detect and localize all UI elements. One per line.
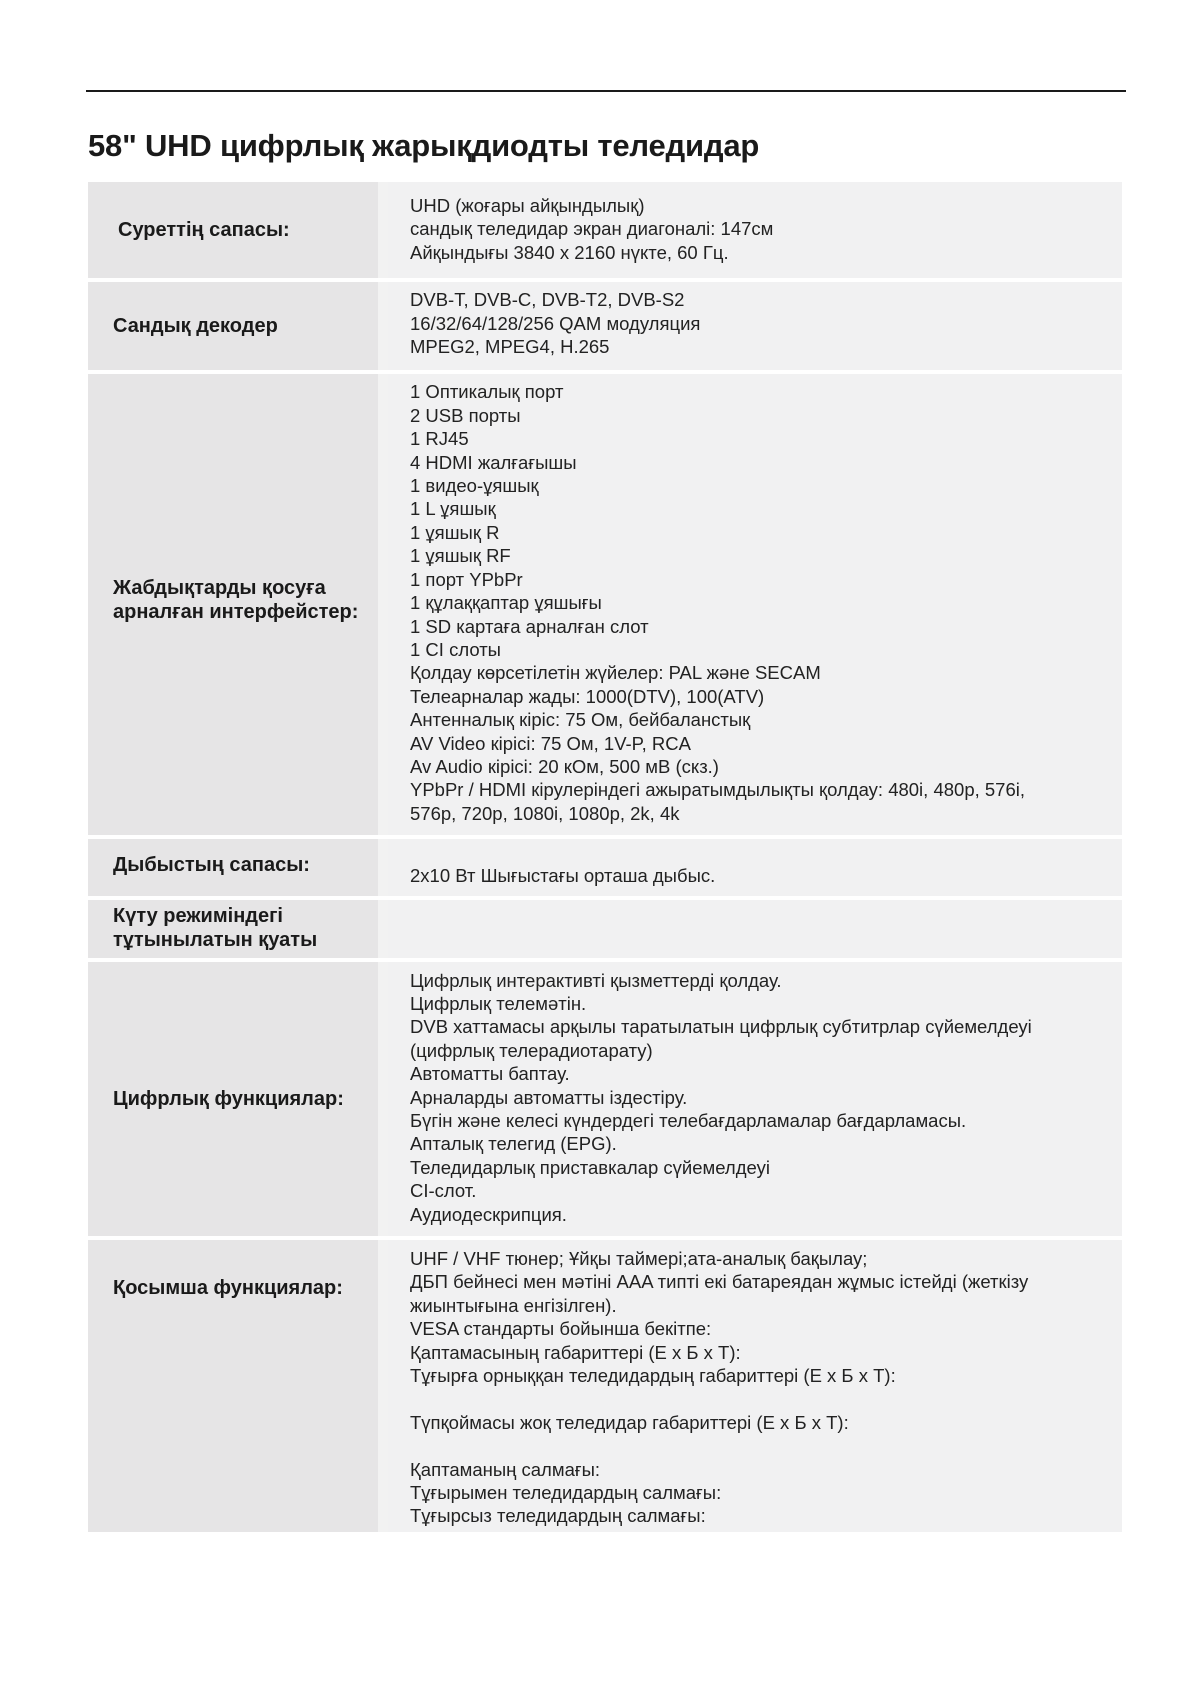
spec-line: DVB-T, DVB-C, DVB-T2, DVB-S2 <box>410 289 685 311</box>
spec-label: Цифрлық функциялар: <box>88 962 378 1236</box>
spec-line: Цифрлық интерактивті қызметтерді қолдау. <box>410 969 782 991</box>
spec-line: Av Audio кірісі: 20 кОм, 500 мВ (скз.) <box>410 755 719 777</box>
spec-line: AV Video кірісі: 75 Ом, 1V-P, RCA <box>410 732 691 754</box>
spec-value-empty <box>388 900 1122 958</box>
spec-row-standby-power <box>88 900 1122 958</box>
spec-line: сандық теледидар экран диагоналі: 147см <box>410 218 774 240</box>
spec-row-picture-quality <box>88 182 1122 278</box>
spec-value <box>388 282 1122 370</box>
spec-label: Қосымша функциялар: <box>88 1240 378 1532</box>
spec-line: 1 құлаққаптар ұяшығы <box>410 592 602 614</box>
spec-line: DVB хаттамасы арқылы таратылатын цифрлық субтитрлар сүйемелдеуі <box>410 1016 1032 1038</box>
spec-line: 1 видео-ұяшық <box>410 475 539 497</box>
top-divider <box>86 90 1126 92</box>
spec-line: Қаптамасының габариттері (Е х Б х Т): <box>410 1341 741 1363</box>
spec-table <box>88 182 1122 1536</box>
spec-line: 16/32/64/128/256 QAM модуляция <box>410 312 701 334</box>
spec-row-digital-functions <box>88 962 1122 1236</box>
spec-line: Аудиодескрипция. <box>410 1203 567 1225</box>
spec-line: Түпқоймасы жоқ теледидар габариттері (Е х Б х Т): <box>410 1411 849 1433</box>
spec-line: (цифрлық телерадиотарату) <box>410 1039 653 1061</box>
spec-line: жиынтығына енгізілген). <box>410 1294 617 1316</box>
spec-line: 1 Оптикалық порт <box>410 381 564 403</box>
spec-value <box>388 962 1122 1236</box>
spec-line: ДБП бейнесі мен мәтіні AAA типті екі батареядан жұмыс істейді (жеткізу <box>410 1271 1029 1293</box>
spec-label: Суреттің сапасы: <box>88 182 378 278</box>
spec-line: Арналарды автоматты іздестіру. <box>410 1086 688 1108</box>
spec-line: Апталық телегид (EPG). <box>410 1133 617 1155</box>
spec-line: Қаптаманың салмағы: <box>410 1458 601 1480</box>
spec-label: Сандық декодер <box>88 282 378 370</box>
spec-line: 2x10 Вт Шығыстағы орташа дыбыс. <box>410 865 716 887</box>
spec-row-decoder <box>88 282 1122 370</box>
spec-line <box>410 1434 1110 1457</box>
spec-line: CI-слот. <box>410 1180 477 1202</box>
spec-value <box>388 374 1122 835</box>
spec-line: 1 ұяшық R <box>410 521 500 543</box>
spec-line: 1 RJ45 <box>410 428 469 450</box>
spec-value <box>388 182 1122 278</box>
spec-label: Дыбыстың сапасы: <box>88 839 378 895</box>
spec-line: Қолдау көрсетілетін жүйелер: PAL және SECAM <box>410 662 821 684</box>
page-title: 58" UHD цифрлық жарықдиодты теледидар <box>88 128 760 163</box>
spec-label: Жабдықтарды қосуға арналған интерфейстер: <box>88 374 378 835</box>
spec-line: 1 SD картаға арналған слот <box>410 615 649 637</box>
spec-line: Айқындығы 3840 x 2160 нүкте, 60 Гц. <box>410 241 729 263</box>
spec-line: Тұғырымен теледидардың салмағы: <box>410 1482 722 1504</box>
spec-line: Тұғырсыз теледидардың салмағы: <box>410 1505 706 1527</box>
spec-line: UHD (жоғары айқындылық) <box>410 195 645 216</box>
spec-value <box>388 839 1122 895</box>
spec-line: Тұғырға орныққан теледидардың габариттері (Е х Б х Т): <box>410 1365 896 1387</box>
spec-line: 576p, 720p, 1080i, 1080p, 2k, 4k <box>410 802 680 824</box>
spec-row-sound-quality <box>88 839 1122 895</box>
spec-line: 1 порт YPbPr <box>410 568 523 590</box>
spec-line: 1 ұяшық RF <box>410 545 511 567</box>
spec-line: Антенналық кіріс: 75 Ом, бейбаланстық <box>410 709 751 731</box>
spec-line <box>410 1387 1110 1410</box>
spec-label: Күту режиміндегі тұтынылатын қуаты <box>88 900 378 958</box>
spec-line: YPbPr / HDMI кірулеріндегі ажыратымдылықты қолдау: 480i, 480p, 576i, <box>410 779 1025 801</box>
spec-line: Теледидарлық приставкалар сүйемелдеуі <box>410 1156 770 1178</box>
spec-line: VESA стандарты бойынша бекітпе: <box>410 1318 712 1340</box>
spec-line: 1 L ұяшық <box>410 498 496 520</box>
spec-value <box>388 1240 1122 1532</box>
spec-line: Цифрлық телемәтін. <box>410 992 587 1014</box>
spec-row-additional-functions <box>88 1240 1122 1532</box>
spec-line: MPEG2, MPEG4, H.265 <box>410 336 610 358</box>
spec-line: 1 CI слоты <box>410 638 501 660</box>
spec-line: Телеарналар жады: 1000(DTV), 100(ATV) <box>410 685 765 707</box>
spec-line: 4 HDMI жалғағышы <box>410 451 577 473</box>
spec-line: Бүгін және келесі күндердегі телебағдарламалар бағдарламасы. <box>410 1110 967 1131</box>
spec-line: Автоматты баптау. <box>410 1063 570 1085</box>
spec-line: 2 USB порты <box>410 404 521 426</box>
spec-row-interfaces <box>88 374 1122 835</box>
spec-line: UHF / VHF тюнер; Ұйқы таймері;ата-аналық бақылау; <box>410 1248 868 1270</box>
